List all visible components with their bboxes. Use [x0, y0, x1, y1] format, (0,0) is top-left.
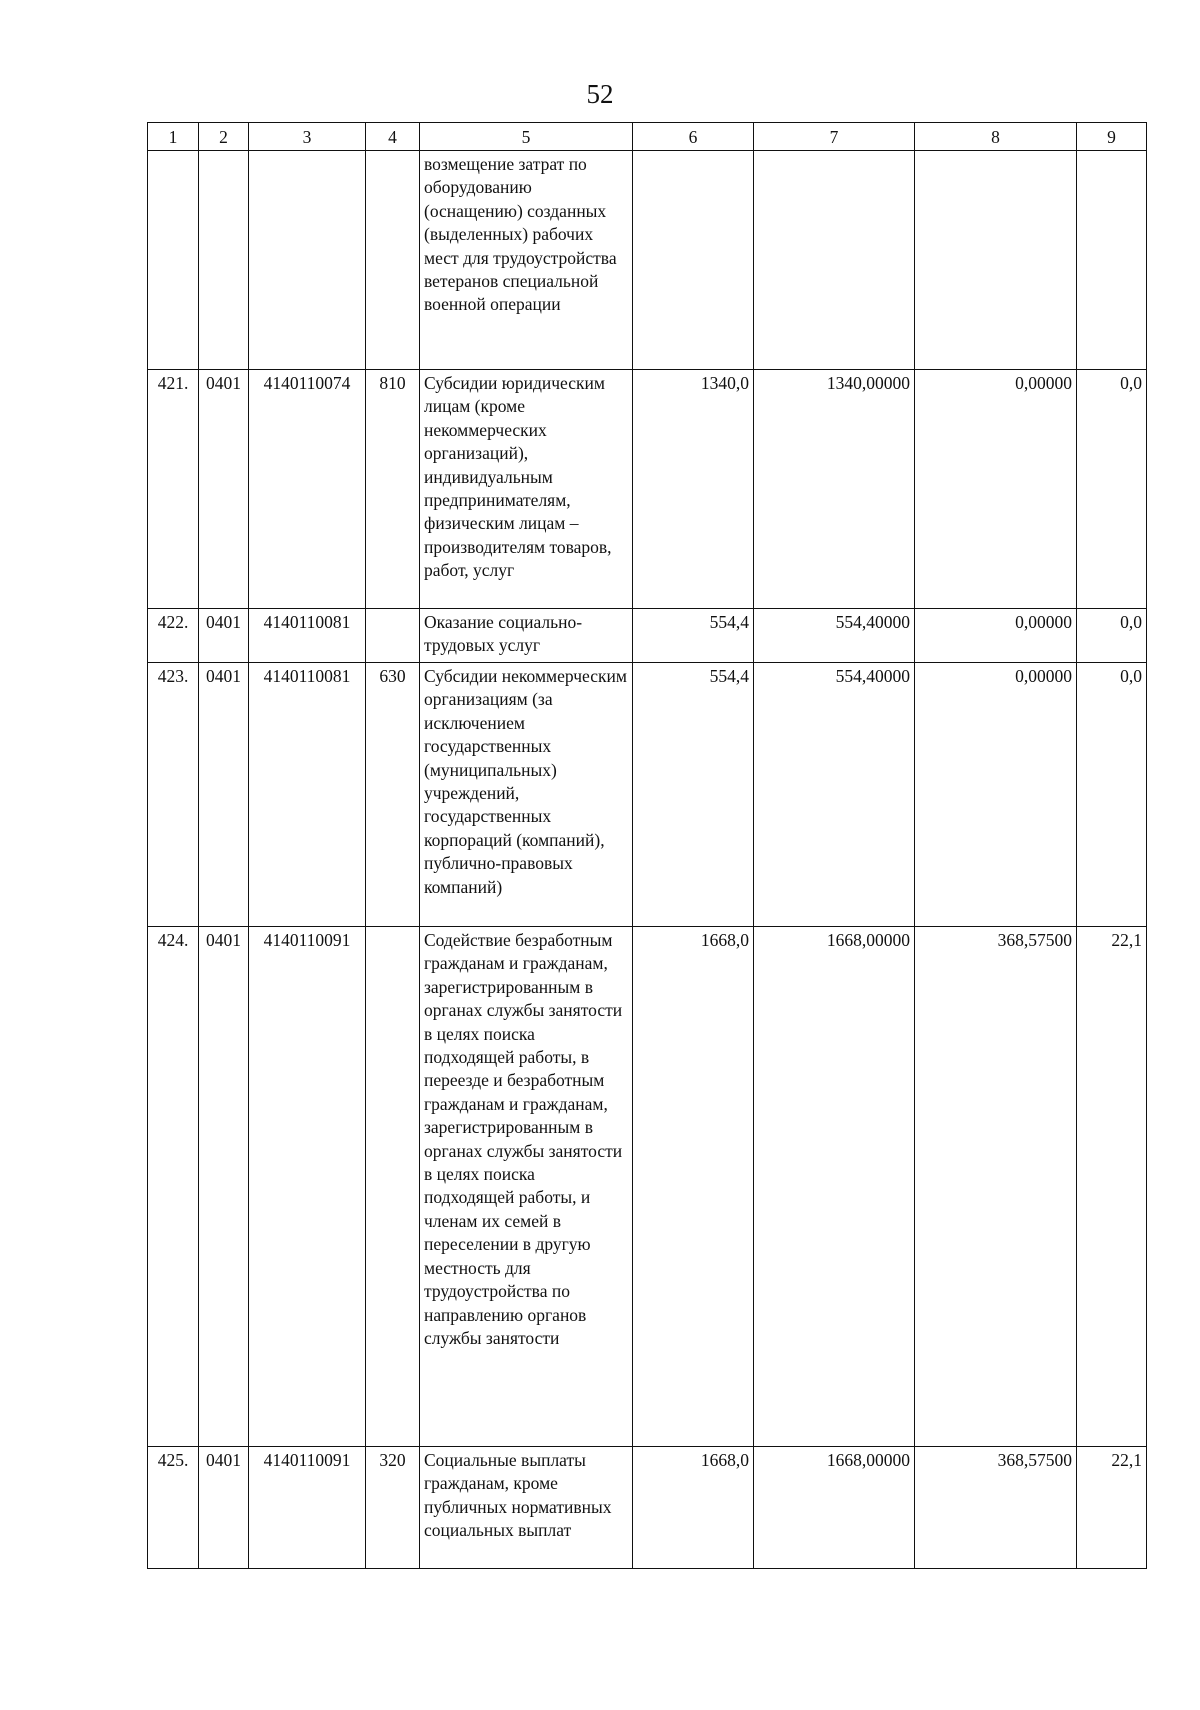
- section-code-cell: 0401: [199, 1447, 249, 1569]
- table-row: [148, 927, 1147, 1447]
- row-number-cell: 425.: [148, 1447, 199, 1569]
- name-cell: Содействие безработным гражданам и гражданам, зарегистрированным в органах службы занятости в целях поиска подходящей работы, в переезде и безработным гражданам и гражданам, зарегистрированным в органах службы занятости в целях поиска подходящей работы, и членам их семей в переселении в другую местность для трудоустройства по направлению органов службы занятости: [420, 927, 633, 1447]
- row-number-cell: 424.: [148, 927, 199, 1447]
- table-header: [148, 123, 1147, 151]
- name-cell: Оказание социально-трудовых услуг: [420, 609, 633, 663]
- value-col9-cell: 22,1: [1077, 1447, 1147, 1569]
- target-article-cell: 4140110074: [249, 370, 366, 609]
- target-article-cell: 4140110081: [249, 663, 366, 927]
- table-row: [148, 609, 1147, 663]
- section-code-cell: 0401: [199, 663, 249, 927]
- value-col6-cell: 1668,0: [633, 1447, 754, 1569]
- value-col7-cell: 1668,00000: [754, 927, 915, 1447]
- value-col7-cell: 1340,00000: [754, 370, 915, 609]
- name-cell: Социальные выплаты гражданам, кроме публичных нормативных социальных выплат: [420, 1447, 633, 1569]
- row-number-cell: [148, 151, 199, 370]
- value-col8-cell: 0,00000: [915, 370, 1077, 609]
- column-header-7: 7: [754, 123, 915, 151]
- target-article-cell: 4140110091: [249, 1447, 366, 1569]
- value-col8-cell: 0,00000: [915, 663, 1077, 927]
- table-row: [148, 1447, 1147, 1569]
- expense-type-cell: 630: [366, 663, 420, 927]
- value-col8-cell: 368,57500: [915, 927, 1077, 1447]
- header-row: [148, 123, 1147, 151]
- value-col7-cell: 554,40000: [754, 609, 915, 663]
- budget-table: [147, 122, 1147, 1569]
- column-header-4: 4: [366, 123, 420, 151]
- value-col7-cell: [754, 151, 915, 370]
- target-article-cell: 4140110081: [249, 609, 366, 663]
- row-number-cell: 421.: [148, 370, 199, 609]
- name-cell: возмещение затрат по оборудованию (оснащению) созданных (выделенных) рабочих мест для трудоустройства ветеранов специальной военной операции: [420, 151, 633, 370]
- section-code-cell: 0401: [199, 927, 249, 1447]
- name-cell: Субсидии некоммерческим организациям (за исключением государственных (муниципальных) учреждений, государственных корпораций (компаний), публично-правовых компаний): [420, 663, 633, 927]
- expense-type-cell: [366, 609, 420, 663]
- table-row: [148, 151, 1147, 370]
- section-code-cell: 0401: [199, 370, 249, 609]
- value-col6-cell: 554,4: [633, 663, 754, 927]
- value-col9-cell: 0,0: [1077, 370, 1147, 609]
- table-row: [148, 663, 1147, 927]
- section-code-cell: [199, 151, 249, 370]
- value-col7-cell: 1668,00000: [754, 1447, 915, 1569]
- expense-type-cell: [366, 151, 420, 370]
- value-col9-cell: 0,0: [1077, 663, 1147, 927]
- target-article-cell: 4140110091: [249, 927, 366, 1447]
- expense-type-cell: 810: [366, 370, 420, 609]
- row-number-cell: 422.: [148, 609, 199, 663]
- target-article-cell: [249, 151, 366, 370]
- value-col8-cell: 0,00000: [915, 609, 1077, 663]
- table-row: [148, 370, 1147, 609]
- value-col9-cell: [1077, 151, 1147, 370]
- expense-type-cell: 320: [366, 1447, 420, 1569]
- name-cell: Субсидии юридическим лицам (кроме некоммерческих организаций), индивидуальным предпринимателям, физическим лицам – производителям товаров, работ, услуг: [420, 370, 633, 609]
- column-header-2: 2: [199, 123, 249, 151]
- expense-type-cell: [366, 927, 420, 1447]
- section-code-cell: 0401: [199, 609, 249, 663]
- value-col6-cell: 554,4: [633, 609, 754, 663]
- row-number-cell: 423.: [148, 663, 199, 927]
- table-body: [148, 151, 1147, 1569]
- value-col9-cell: 0,0: [1077, 609, 1147, 663]
- value-col6-cell: 1668,0: [633, 927, 754, 1447]
- page-number: 52: [586, 79, 614, 109]
- value-col8-cell: [915, 151, 1077, 370]
- value-col7-cell: 554,40000: [754, 663, 915, 927]
- column-header-5: 5: [420, 123, 633, 151]
- column-header-9: 9: [1077, 123, 1147, 151]
- value-col6-cell: 1340,0: [633, 370, 754, 609]
- column-header-8: 8: [915, 123, 1077, 151]
- value-col8-cell: 368,57500: [915, 1447, 1077, 1569]
- value-col6-cell: [633, 151, 754, 370]
- column-header-6: 6: [633, 123, 754, 151]
- column-header-3: 3: [249, 123, 366, 151]
- value-col9-cell: 22,1: [1077, 927, 1147, 1447]
- column-header-1: 1: [148, 123, 199, 151]
